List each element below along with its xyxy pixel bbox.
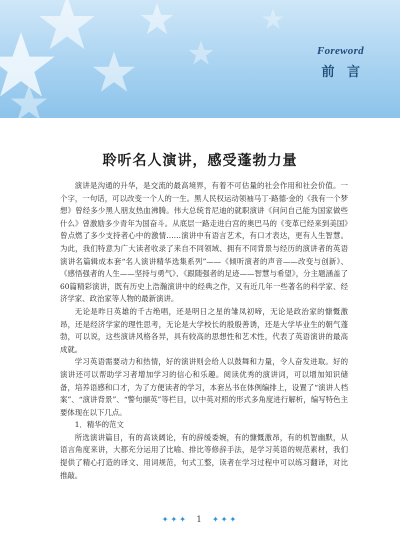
subheading: 1．精华的范文 [74, 420, 124, 430]
star-icon [92, 50, 136, 94]
section-label-en: Foreword [316, 45, 364, 57]
star-icon [10, 84, 48, 118]
body-text [60, 180, 348, 482]
star-icon [140, 2, 174, 36]
footer-decoration-right: ✦✦✦ [212, 515, 239, 524]
paragraph: 演讲是沟通的升华，是交流的最高境界，有着不可估量的社会作用和社会价值。一个字，一句话，可以改变一个人的一生。黑人民权运动领袖马丁·路德·金的《我有一个梦想》曾经多少黑人朋友热血沸腾。伟大总统肯尼迪的就职演讲《问问自己能为国家做些什么》曾激励多少青年为国奋斗。从底层一路走进白宫的奥巴马的《变革已经来到美国》曾点燃了多少支持者心中的激情……演讲中有语言艺术，有口才表达，更有人生智慧。为此，我们特意为广大读者收录了来自不同领域、拥有不同背景与经历的演讲者的英语演讲名篇辑成本套“名人演讲精华选集系列”——《倾听演者的声音——改变与创新》、《感悟强者的人生——坚持与勇气》、《跟随强者的足迹——智慧与希望》，分主题涵盖了60篇精彩演讲，既有历史上浩瀚演讲中的经典之作，又有近几年一些著名的科学家、经济学家、政治家等人物的最新演讲。 [60, 181, 348, 304]
paragraph: 所选演讲篇目，有的高谈阔论，有的辞缓委婉，有的慷慨激昂，有的机智幽默，从语言角度来讲，大都充分运用了比喻、排比等修辞手法，是学习英语的规范素材，我们提供了精心打造的译文、用词规范，句式工整，读者在学习过程中可以练习翻译，对比推敲。 [60, 432, 348, 480]
footer-decoration-left: ✦✦✦ [161, 515, 188, 524]
star-icon [38, 0, 96, 52]
paragraph: 无论是昨日英雄的千古绝唱，还是明日之星的雏凤初啼，无论是政治家的慷慨激昂，还是经济学家的理性思考，无论是大学校长的殷殷善诱，还是大学毕业生的朝气蓬勃，可以说，这些演讲风格各异，具有较高的思想性和艺术性，代表了英语演讲的最高成就。 [60, 306, 348, 354]
star-icon [262, 8, 284, 30]
page-footer [0, 515, 400, 524]
paragraph: 学习英语需要动力和热情，好的演讲则会给人以鼓舞和力量，令人奋发进取。好的演讲还可以帮助学习者增加学习的信心和乐趣。阅读优秀的演讲词，可以增加知识储备，培养语感和口才，为了方便读者的学习，本套丛书在体例编排上，设置了“演讲人档案”、“演讲背景”、“警句撷英”等栏目，以中英对照的形式多角度进行解析，编写特色主要体现在以下几点。 [60, 357, 348, 417]
page-number: 1 [196, 515, 204, 524]
star-icon [188, 40, 214, 66]
page-title: 聆听名人演讲，感受蓬勃力量 [102, 153, 298, 169]
section-label [317, 45, 364, 80]
header-banner [0, 0, 400, 118]
section-label-zh: 前 言 [321, 65, 364, 80]
